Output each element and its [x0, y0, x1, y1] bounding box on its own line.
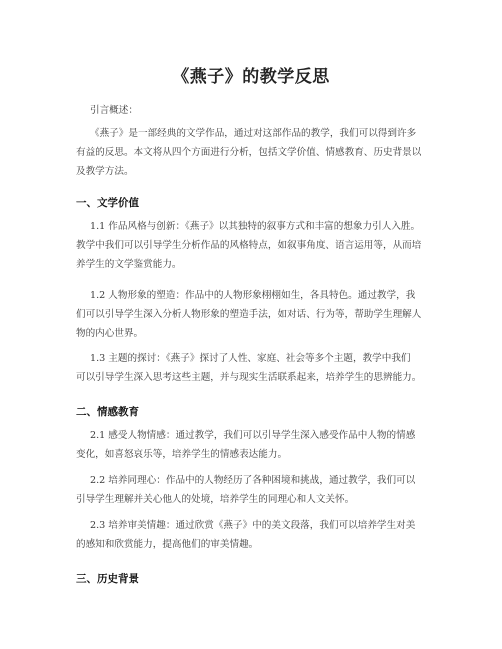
paragraph-line: 教学中我们可以引导学生分析作品的风格特点，如叙事角度、语言运用等，从而培 [76, 240, 422, 251]
section-heading: 二、情感教育 [76, 406, 139, 418]
paragraph-line: 物的内心世界。 [76, 328, 144, 339]
intro-line: 《燕子》是一部经典的文学作品，通过对这部作品的教学，我们可以得到许多 [90, 128, 417, 139]
paragraph-line: 们可以引导学生深入分析人物形象的塑造手法，如对话、行为等，帮助学生理解人 [76, 309, 422, 320]
intro-label: 引言概述： [90, 105, 138, 116]
paragraph-line: 可以引导学生深入思考这些主题，并与现实生活联系起来，培养学生的思辨能力。 [76, 372, 422, 383]
section-heading: 三、历史背景 [76, 573, 139, 585]
paragraph-line: 2.3 培养审美情趣：通过欣赏《燕子》中的美文段落，我们可以培养学生对美 [90, 520, 416, 531]
intro-line: 有益的反思。本文将从四个方面进行分析，包括文学价值、情感教育、历史背景以 [76, 147, 422, 158]
document-title: 《燕子》的教学反思 [172, 67, 330, 87]
paragraph-line: 1.3 主题的探讨：《燕子》探讨了人性、家庭、社会等多个主题，教学中我们 [90, 353, 411, 364]
paragraph-line: 2.1 感受人物情感：通过教学，我们可以引导学生深入感受作品中人物的情感 [90, 430, 416, 441]
section-heading: 一、文学价值 [76, 197, 139, 209]
paragraph-line: 养学生的文学鉴赏能力。 [76, 259, 182, 270]
paragraph-line: 2.2 培养同理心：作品中的人物经历了各种困境和挑战，通过教学，我们可以 [90, 475, 416, 486]
paragraph-line: 1.2 人物形象的塑造：作品中的人物形象栩栩如生，各具特色。通过教学，我 [90, 290, 416, 301]
paragraph-line: 变化，如喜怒哀乐等，培养学生的情感表达能力。 [76, 449, 288, 460]
paragraph-line: 引导学生理解并关心他人的处境，培养学生的同理心和人文关怀。 [76, 494, 355, 505]
paragraph-line: 的感知和欣赏能力，提高他们的审美情趣。 [76, 539, 259, 550]
paragraph-line: 1.1 作品风格与创新：《燕子》以其独特的叙事方式和丰富的想象力引人入胜。 [90, 221, 421, 232]
intro-line: 及教学方法。 [76, 166, 134, 177]
